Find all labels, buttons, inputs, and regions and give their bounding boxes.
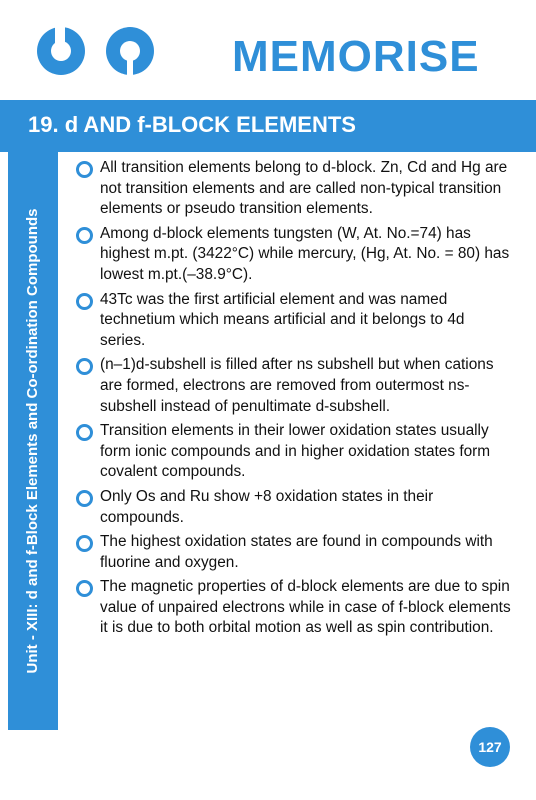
bullet-icon [76, 580, 93, 597]
brand-title: MEMORISE [232, 32, 480, 81]
bullet-text: The highest oxidation states are found in compounds with fluorine and oxygen. [100, 533, 493, 571]
bullet-icon [76, 535, 93, 552]
bullet-item [74, 158, 514, 220]
bullet-icon [76, 161, 93, 178]
bullet-text: (n–1)d-subshell is filled after ns subshell but when cations are formed, electrons are removed from outermost ns-subshell instead of penultimate d-subshell. [100, 356, 494, 415]
bullet-item [74, 487, 514, 528]
bullet-item [74, 421, 514, 483]
bullet-item [74, 577, 514, 639]
bullet-text: All transition elements belong to d-block. Zn, Cd and Hg are not transition elements and are called non-typical transition elements or pseudo transition elements. [100, 159, 508, 218]
bullet-icon [76, 293, 93, 310]
logo [28, 16, 168, 82]
bullet-item [74, 532, 514, 573]
bullet-item [74, 355, 514, 417]
bullet-icon [76, 227, 93, 244]
bullet-text: Transition elements in their lower oxidation states usually form ionic compounds and in higher oxidation states form covalent compounds. [100, 422, 491, 481]
bullet-icon [76, 424, 93, 441]
chapter-title: 19. d AND f-BLOCK ELEMENTS [28, 112, 356, 137]
bullet-text: Among d-block elements tungsten (W, At. No.=74) has highest m.pt. (3422°C) while mercury, (Hg, At. No. = 80) has lowest m.pt.(–38.9°C). [100, 224, 510, 283]
unit-label: Unit - XIII: d and f-Block Elements and Co-ordination Compounds [24, 208, 41, 674]
bullet-text: 43Tc was the first artificial element and was named technetium which means artificial and it belongs to 4d series. [100, 290, 465, 349]
page-number: 127 [470, 727, 510, 767]
bullet-text: Only Os and Ru show +8 oxidation states in their compounds. [100, 487, 434, 526]
content [74, 158, 514, 643]
bullet-item [74, 224, 514, 286]
bullet-item [74, 290, 514, 352]
bullet-icon [76, 490, 93, 507]
bullet-text: The magnetic properties of d-block elements are due to spin value of unpaired electrons while in case of f-block elements it is due to both orbital motion as well as spin contribution. [100, 578, 511, 637]
bullet-icon [76, 358, 93, 375]
bullet-list [74, 158, 514, 639]
